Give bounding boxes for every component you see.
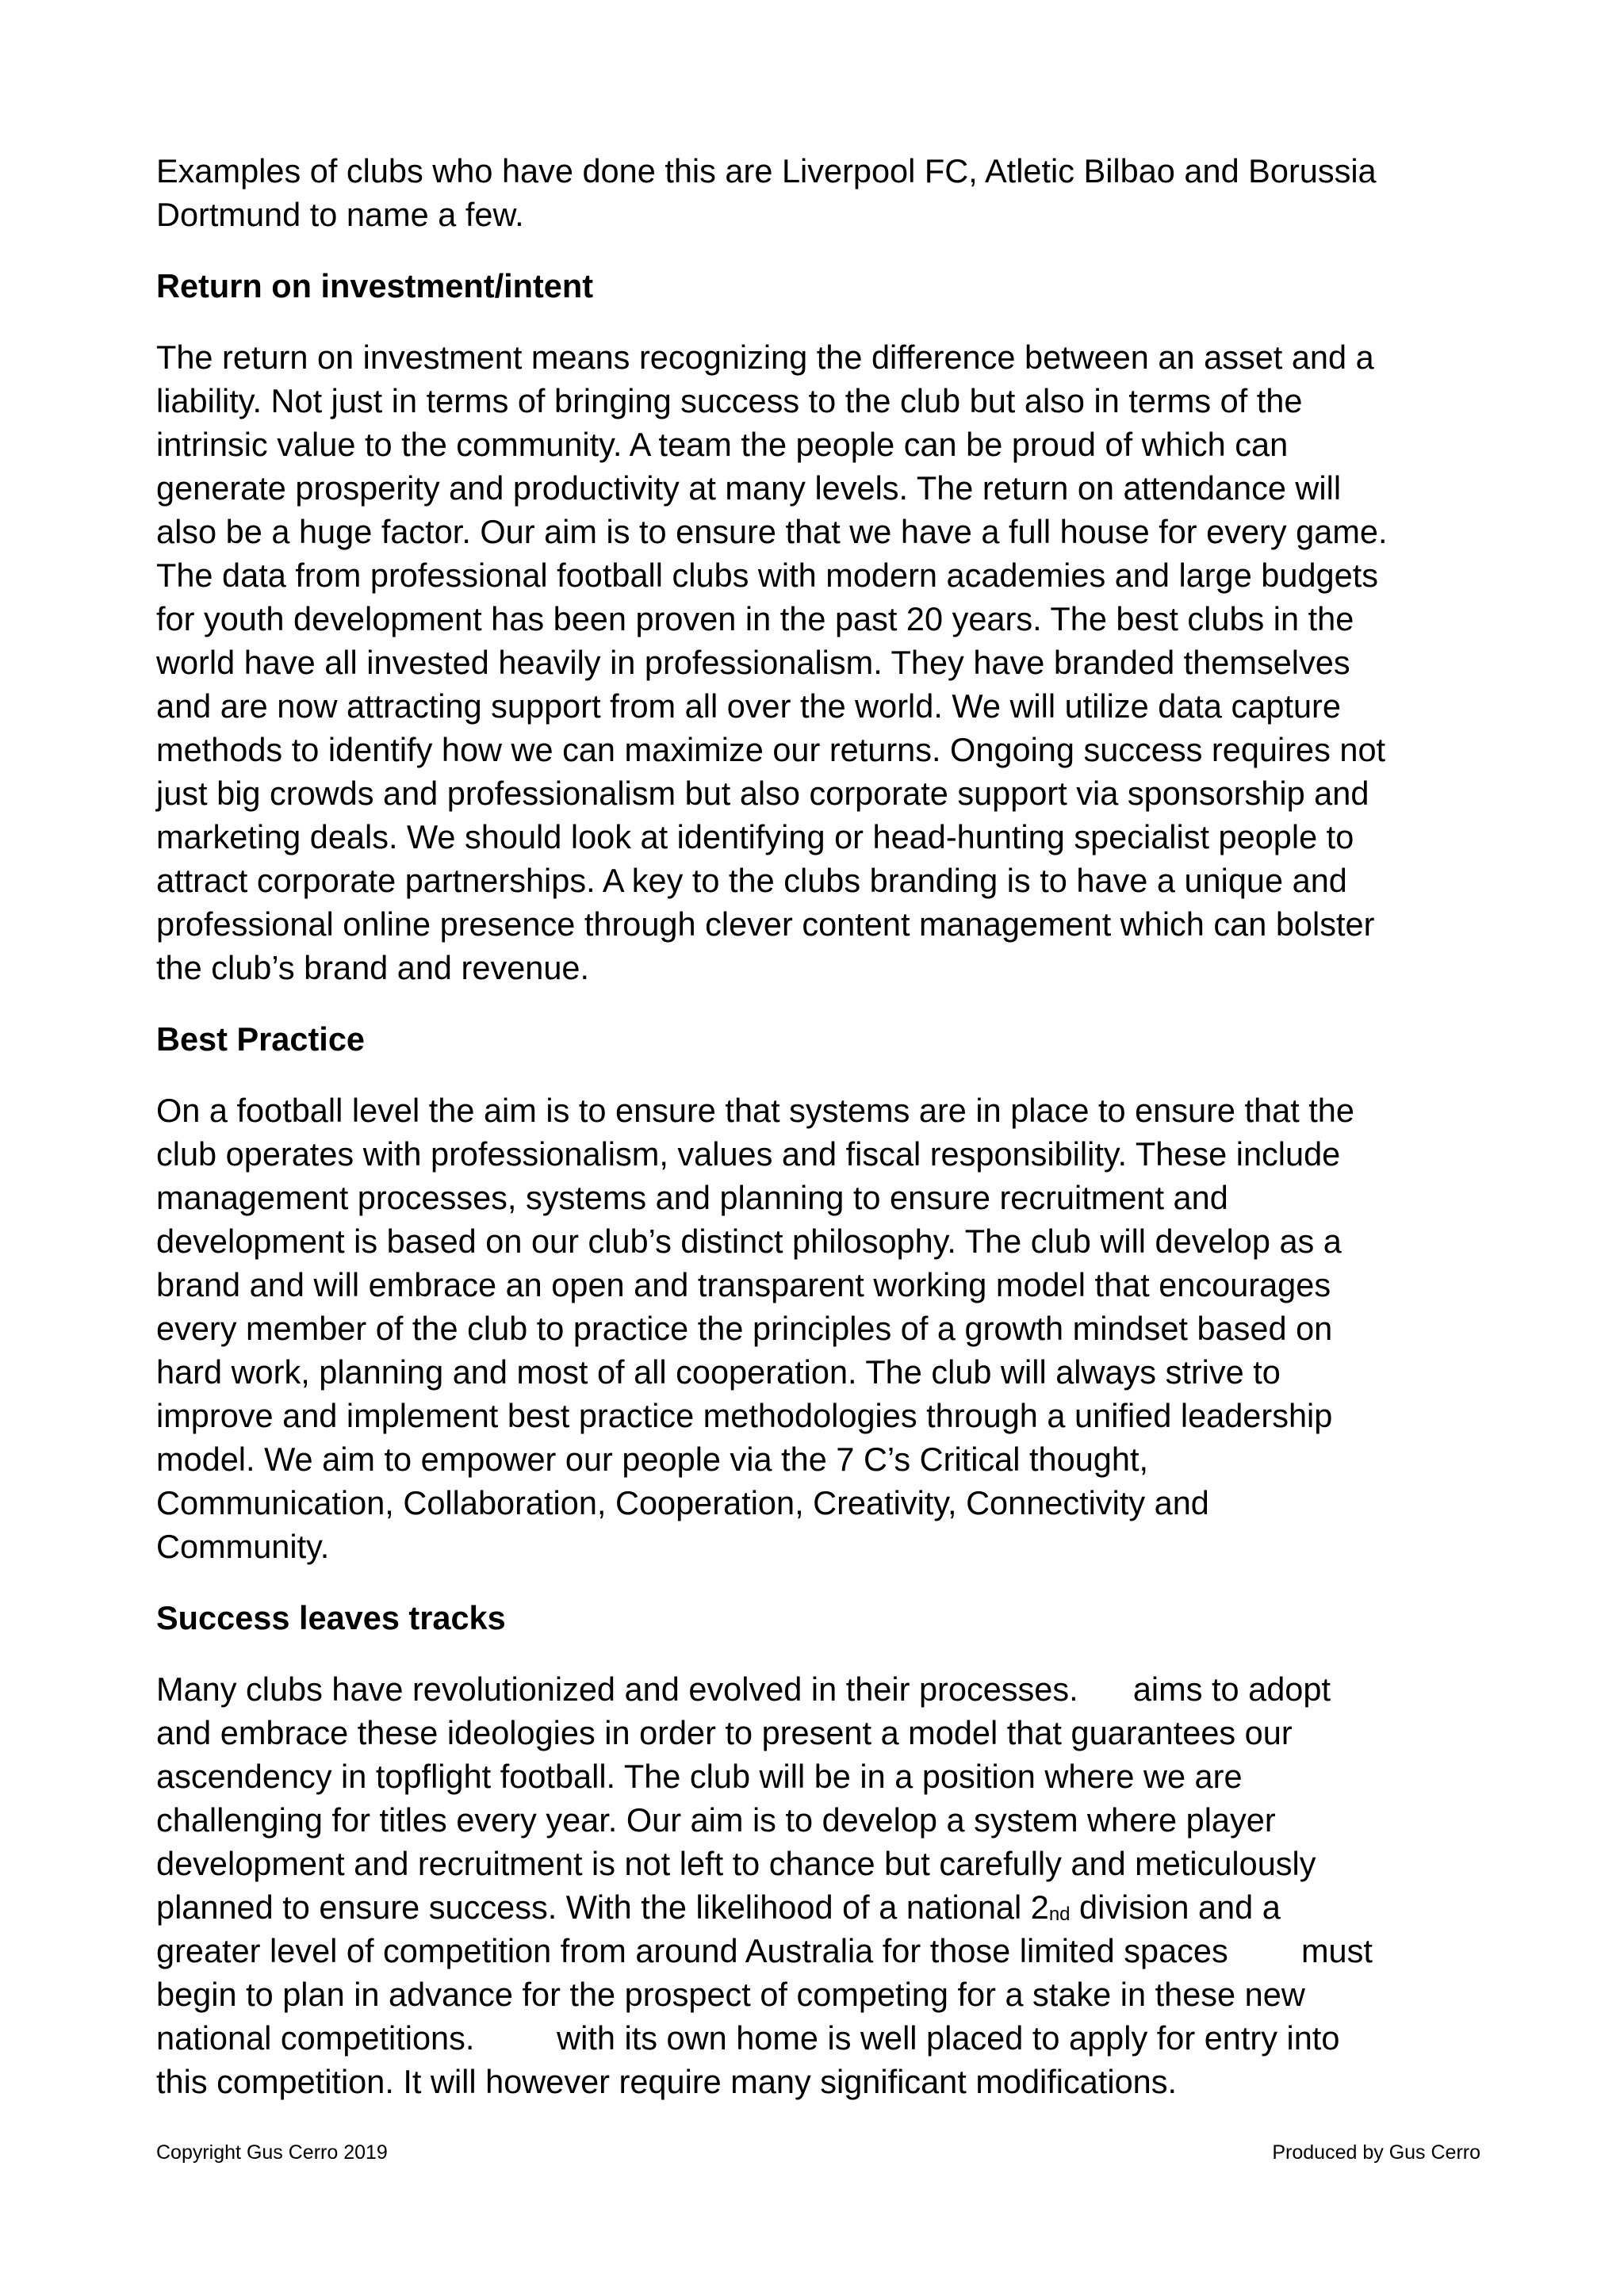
paragraph-line: challenging for titles every year. Our aim is to develop a system where player <box>156 1801 1276 1839</box>
paragraph-line: for youth development has been proven in the past 20 years. The best clubs in the <box>156 600 1354 637</box>
footer-producer: Produced by Gus Cerro <box>1272 2141 1480 2164</box>
ordinal-line-before: planned to ensure success. With the likelihood of a national 2 <box>156 1888 1049 1926</box>
section-paragraph-return-on-investment <box>156 335 1409 989</box>
paragraph-line: On a football level the aim is to ensure that systems are in place to ensure that the <box>156 1092 1354 1129</box>
document-page <box>156 149 1409 2131</box>
paragraph-line: hard work, planning and most of all cooperation. The club will always strive to <box>156 1353 1281 1391</box>
section-heading-best-practice: Best Practice <box>156 1020 365 1058</box>
paragraph-line: development is based on our club’s distinct philosophy. The club will develop as a <box>156 1223 1342 1260</box>
paragraph-line: just big crowds and professionalism but also corporate support via sponsorship and <box>156 775 1369 812</box>
paragraph-line: Many clubs have revolutionized and evolved in their processes. aims to adopt <box>156 1670 1331 1708</box>
paragraph-line: development and recruitment is not left to chance but carefully and meticulously <box>156 1845 1316 1882</box>
intro-paragraph <box>156 149 1409 236</box>
paragraph-line: brand and will embrace an open and transparent working model that encourages <box>156 1266 1331 1303</box>
section-heading-success-leaves-tracks: Success leaves tracks <box>156 1599 506 1636</box>
paragraph-line: Examples of clubs who have done this are Liverpool FC, Atletic Bilbao and Borussia <box>156 152 1377 189</box>
paragraph-line: club operates with professionalism, values and fiscal responsibility. These include <box>156 1135 1341 1173</box>
paragraph-line: intrinsic value to the community. A team the people can be proud of which can <box>156 426 1289 463</box>
paragraph-line: improve and implement best practice methodologies through a unified leadership <box>156 1397 1333 1434</box>
paragraph-line: greater level of competition from around Australia for those limited spaces must <box>156 1932 1373 1969</box>
paragraph-line: and are now attracting support from all over the world. We will utilize data capture <box>156 687 1341 725</box>
paragraph-line: model. We aim to empower our people via the 7 C’s Critical thought, <box>156 1441 1148 1478</box>
paragraph-line: every member of the club to practice the principles of a growth mindset based on <box>156 1310 1333 1347</box>
paragraph-line: and embrace these ideologies in order to present a model that guarantees our <box>156 1714 1293 1751</box>
paragraph-line: Community. <box>156 1528 330 1565</box>
paragraph-line-ordinal <box>156 1885 1409 1929</box>
paragraph-line: marketing deals. We should look at identifying or head-hunting specialist people to <box>156 818 1354 855</box>
paragraph-line: The return on investment means recognizing the difference between an asset and a <box>156 339 1374 376</box>
paragraph-line: the club’s brand and revenue. <box>156 949 590 986</box>
footer-copyright: Copyright Gus Cerro 2019 <box>156 2141 388 2164</box>
paragraph-line: national competitions. with its own home is well placed to apply for entry into <box>156 2019 1340 2057</box>
paragraph-line: management processes, systems and planning to ensure recruitment and <box>156 1179 1228 1216</box>
ordinal-line-after: division and a <box>1070 1888 1281 1926</box>
paragraph-line: liability. Not just in terms of bringing success to the club but also in terms of the <box>156 382 1303 419</box>
paragraph-line: attract corporate partnerships. A key to the clubs branding is to have a unique and <box>156 862 1347 899</box>
paragraph-line: generate prosperity and productivity at many levels. The return on attendance will <box>156 469 1342 507</box>
paragraph-line: methods to identify how we can maximize our returns. Ongoing success requires not <box>156 731 1386 768</box>
section-paragraph-best-practice <box>156 1089 1409 1568</box>
section-heading-return-on-investment: Return on investment/intent <box>156 267 594 304</box>
paragraph-line: Communication, Collaboration, Cooperation, Creativity, Connectivity and <box>156 1484 1209 1521</box>
paragraph-line: begin to plan in advance for the prospect of competing for a stake in these new <box>156 1976 1305 2013</box>
paragraph-line: world have all invested heavily in professionalism. They have branded themselves <box>156 644 1350 681</box>
ordinal-suffix: nd <box>1048 1904 1071 1925</box>
paragraph-line: Dortmund to name a few. <box>156 196 524 233</box>
paragraph-line: this competition. It will however require many significant modifications. <box>156 2063 1178 2100</box>
paragraph-line: professional online presence through clever content management which can bolster <box>156 905 1375 943</box>
paragraph-line: ascendency in topflight football. The club will be in a position where we are <box>156 1758 1243 1795</box>
paragraph-line: also be a huge factor. Our aim is to ensure that we have a full house for every game. <box>156 513 1388 550</box>
paragraph-line: The data from professional football clubs with modern academies and large budgets <box>156 557 1378 594</box>
section-paragraph-success-leaves-tracks <box>156 1667 1409 2103</box>
